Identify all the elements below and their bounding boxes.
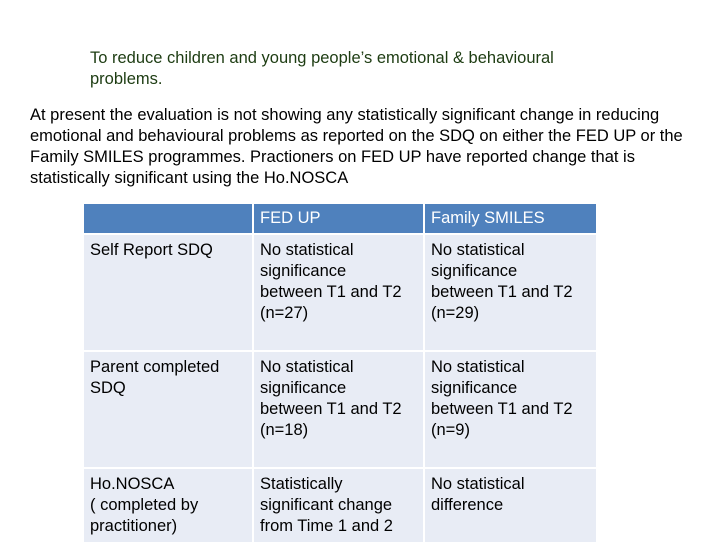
cell-line: ( completed by	[90, 496, 199, 514]
header-empty-cell	[83, 203, 253, 234]
cell-line: No statistical	[431, 358, 525, 376]
cell-line: significance	[260, 379, 347, 397]
fed-up-cell	[253, 468, 424, 543]
family-smiles-cell	[424, 468, 597, 543]
cell-line: Self Report SDQ	[90, 241, 213, 259]
header-fed-up: FED UP	[253, 203, 424, 234]
table-row	[83, 351, 597, 468]
table-row	[83, 234, 597, 351]
fed-up-cell	[253, 234, 424, 351]
cell-line: between T1 and T2	[431, 283, 573, 301]
cell-line: Parent completed	[90, 358, 220, 376]
cell-line: No statistical	[431, 475, 525, 493]
cell-line: significance	[431, 262, 518, 280]
table-row	[83, 468, 597, 543]
cell-line: significant change	[260, 496, 393, 514]
cell-line: (n=29)	[431, 304, 480, 322]
heading-line-2: problems.	[90, 70, 163, 88]
cell-line: SDQ	[90, 379, 126, 397]
header-family-smiles: Family SMILES	[424, 203, 597, 234]
cell-line: (n=9)	[431, 421, 470, 439]
cell-line: practitioner)	[90, 517, 178, 535]
cell-line: between T1 and T2	[260, 400, 402, 418]
slide-heading	[90, 48, 670, 90]
fed-up-cell	[253, 351, 424, 468]
cell-line: Statistically	[260, 475, 343, 493]
cell-line: significance	[431, 379, 518, 397]
cell-line: Ho.NOSCA	[90, 475, 175, 493]
cell-line: from Time 1 and 2	[260, 517, 393, 535]
cell-line: (n=18)	[260, 421, 309, 439]
cell-line: between T1 and T2	[260, 283, 402, 301]
heading-line-1: To reduce children and young people’s emotional & behavioural	[90, 49, 554, 67]
family-smiles-cell	[424, 234, 597, 351]
measure-cell	[83, 234, 253, 351]
measure-cell	[83, 468, 253, 543]
cell-line: No statistical	[260, 358, 354, 376]
cell-line: (n=27)	[260, 304, 309, 322]
cell-line: No statistical	[260, 241, 354, 259]
cell-line: significance	[260, 262, 347, 280]
cell-line: between T1 and T2	[431, 400, 573, 418]
cell-line: No statistical	[431, 241, 525, 259]
measure-cell	[83, 351, 253, 468]
evaluation-paragraph: At present the evaluation is not showing any statistically significant change in reducing emotional and behavioural problems as reported on the SDQ on either the FED UP or the Family SMILES programmes. Practioners on FED UP have reported change that is statistically significant using the Ho.NOSCA	[30, 106, 683, 187]
family-smiles-cell	[424, 351, 597, 468]
cell-line: difference	[431, 496, 504, 514]
results-table	[82, 202, 598, 544]
table-header-row	[83, 203, 597, 234]
